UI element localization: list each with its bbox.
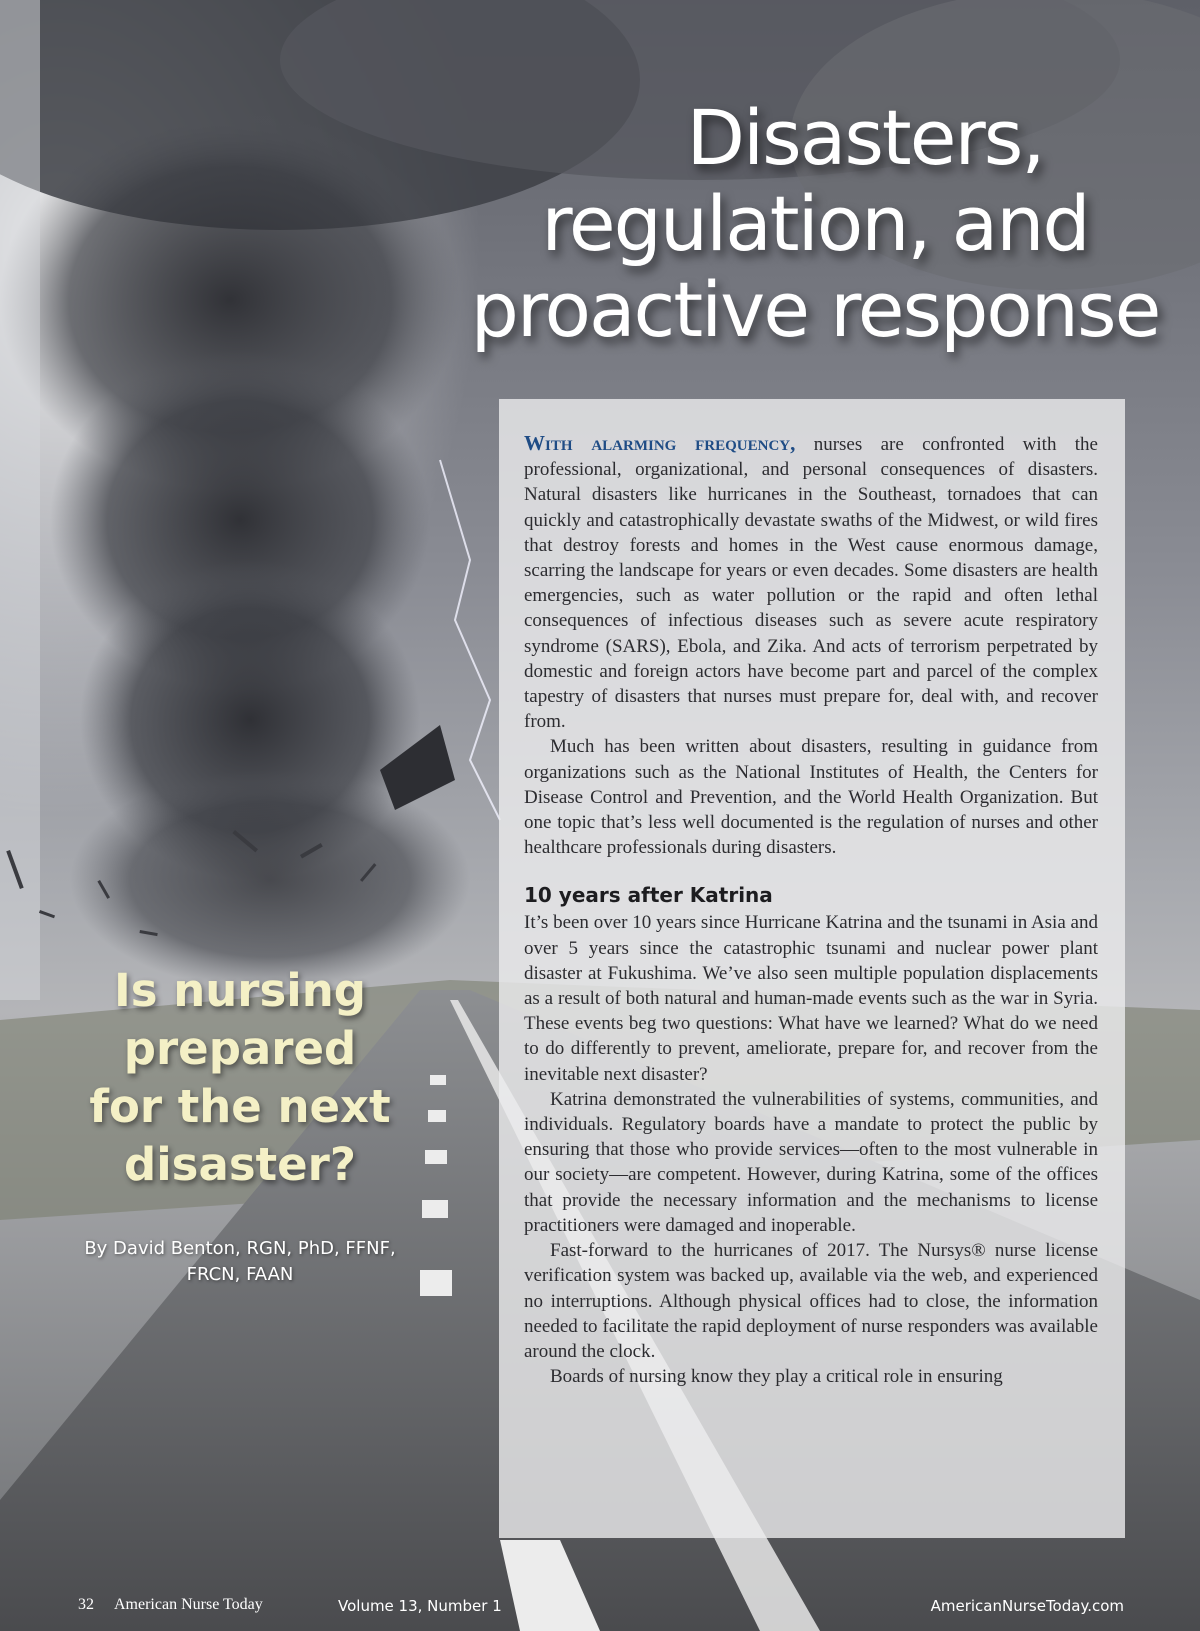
body-paragraph: Katrina demonstrated the vulnerabilities of systems, communities, and individuals. Regulatory boards have a mandate to protect the public by ensuring that those who provide services—often to the most vulnerable in our society—are competent. However, during Katrina, some of the offices that provide the necessary information and the mechanisms to license practitioners were damaged and inoperable. [524, 1088, 1098, 1236]
body-paragraph [524, 431, 1098, 734]
byline-line: By David Benton, RGN, PhD, FFNF, [84, 1238, 396, 1259]
body-paragraph: Fast-forward to the hurricanes of 2017. The Nursys® nurse license verification system was backed up, available via the web, and experienced no interruptions. Although physical offices had to close, the information needed to facilitate the rapid deployment of nurse responders was available around the clock. [524, 1240, 1098, 1362]
section-subhead: 10 years after Katrina [524, 883, 773, 908]
issue-info: Volume 13, Number 1 [338, 1597, 502, 1615]
paragraph-text: nurses are confronted with the professional, organizational, and personal consequences of disasters. Natural disasters like hurricanes in the Southeast, tornadoes that can quickly and catastrophically devastate swaths of the Midwest, or wild fires that destroy forests and homes in the West cause enormous damage, scarring the landscape for years or even decades. Some disasters are health emergencies, such as water pollution or the rapid and often lethal consequences of infectious diseases such as severe acute respiratory syndrome (SARS), Ebola, and Zika. And acts of terrorism perpetrated by domestic and foreign actors have become part and parcel of the complex tapestry of disasters that nurses must prepare for, deal with, and recover from. [524, 434, 1098, 733]
body-paragraph: It’s been over 10 years since Hurricane Katrina and the tsunami in Asia and over 5 years since the catastrophic tsunami and nuclear power plant disaster at Fukushima. We’ve also seen multiple population displacements as a result of both natural and human-made events such as the war in Syria. These events beg two questions: What have we learned? What do we need to do differently to prevent, ameliorate, prepare for, and recover from the inevitable next disaster? [524, 912, 1098, 1085]
website-url: AmericanNurseToday.com [930, 1597, 1124, 1615]
teaser-line: for the next [89, 1080, 391, 1133]
body-paragraph: Boards of nursing know they play a critical role in ensuring [550, 1366, 1003, 1388]
page-number: 32 [78, 1596, 94, 1613]
body-paragraph: Much has been written about disasters, resulting in guidance from organizations such as the National Institutes of Health, the Centers for Disease Control and Prevention, and the World Health Organization. But one topic that’s less well documented is the regulation of nurses and other healthcare professionals during disasters. [524, 736, 1098, 859]
page-footer [0, 1596, 1200, 1622]
magazine-name: American Nurse Today [114, 1596, 263, 1613]
teaser-line: prepared [123, 1022, 357, 1075]
article-title-line: proactive response [470, 265, 1160, 354]
lead-in: With alarming frequency, [524, 431, 796, 455]
teaser-line: disaster? [124, 1138, 356, 1191]
author-byline [70, 1236, 410, 1288]
byline-line: FRCN, FAAN [186, 1264, 294, 1285]
article-title-line: Disasters, [686, 93, 1044, 182]
article-teaser [80, 962, 400, 1194]
article-title-line: regulation, and [541, 179, 1089, 268]
article-title [470, 95, 1160, 353]
article-body [524, 431, 1098, 1389]
teaser-line: Is nursing [114, 964, 366, 1017]
